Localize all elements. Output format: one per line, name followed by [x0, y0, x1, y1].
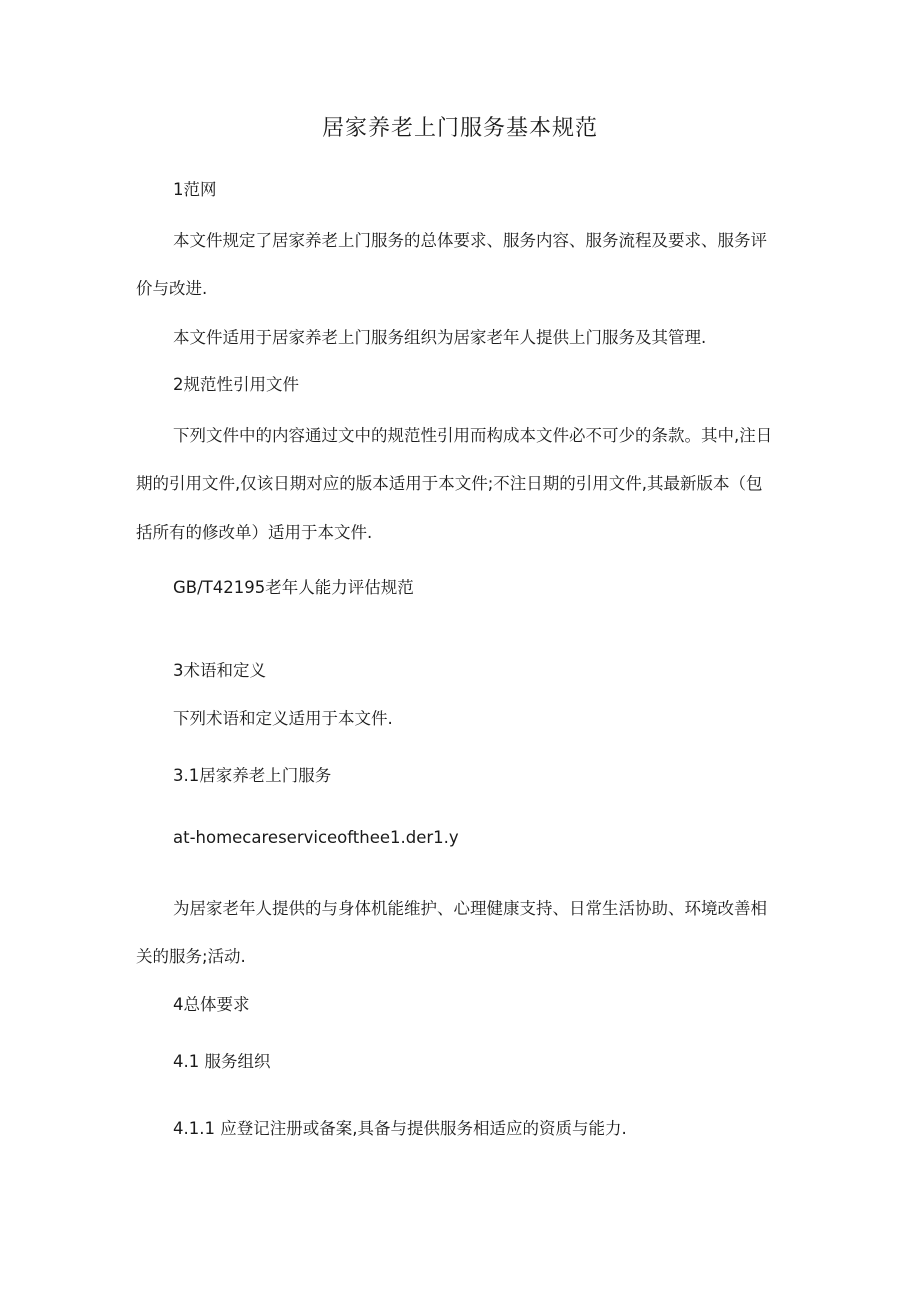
paragraph-line: 本文件适用于居家养老上门服务组织为居家老年人提供上门服务及其管理.	[173, 328, 707, 347]
paragraph-line: 为居家老年人提供的与身体机能维护、心理健康支持、日常生活协助、环境改善相	[173, 899, 767, 918]
paragraph-line: 下列文件中的内容通过文中的规范性引用而构成本文件必不可少的条款。其中,注日	[173, 426, 773, 445]
term-english: at-homecareserviceofthee1.der1.y	[173, 828, 459, 847]
paragraph-line: 关的服务;活动.	[136, 947, 246, 966]
subsection-heading: 4.1 服务组织	[173, 1052, 271, 1071]
section-heading-general: 4总体要求	[173, 995, 250, 1014]
term-heading: 3.1居家养老上门服务	[173, 766, 332, 785]
section-heading-scope: 1范网	[173, 180, 217, 199]
paragraph-line: 括所有的修改单）适用于本文件.	[136, 523, 373, 542]
paragraph-line: 期的引用文件,仅该日期对应的版本适用于本文件;不注日期的引用文件,其最新版本（包	[136, 474, 763, 493]
section-heading-references: 2规范性引用文件	[173, 375, 299, 394]
paragraph-line: 本文件规定了居家养老上门服务的总体要求、服务内容、服务流程及要求、服务评	[173, 231, 767, 250]
paragraph-line: 下列术语和定义适用于本文件.	[173, 709, 393, 728]
section-heading-terms: 3术语和定义	[173, 661, 266, 680]
clause-line: 4.1.1 应登记注册或备案,具备与提供服务相适应的资质与能力.	[173, 1119, 627, 1138]
document-title: 居家养老上门服务基本规范	[321, 116, 598, 141]
reference-standard: GB/T42195老年人能力评估规范	[173, 578, 414, 597]
paragraph-line: 价与改进.	[136, 279, 208, 298]
